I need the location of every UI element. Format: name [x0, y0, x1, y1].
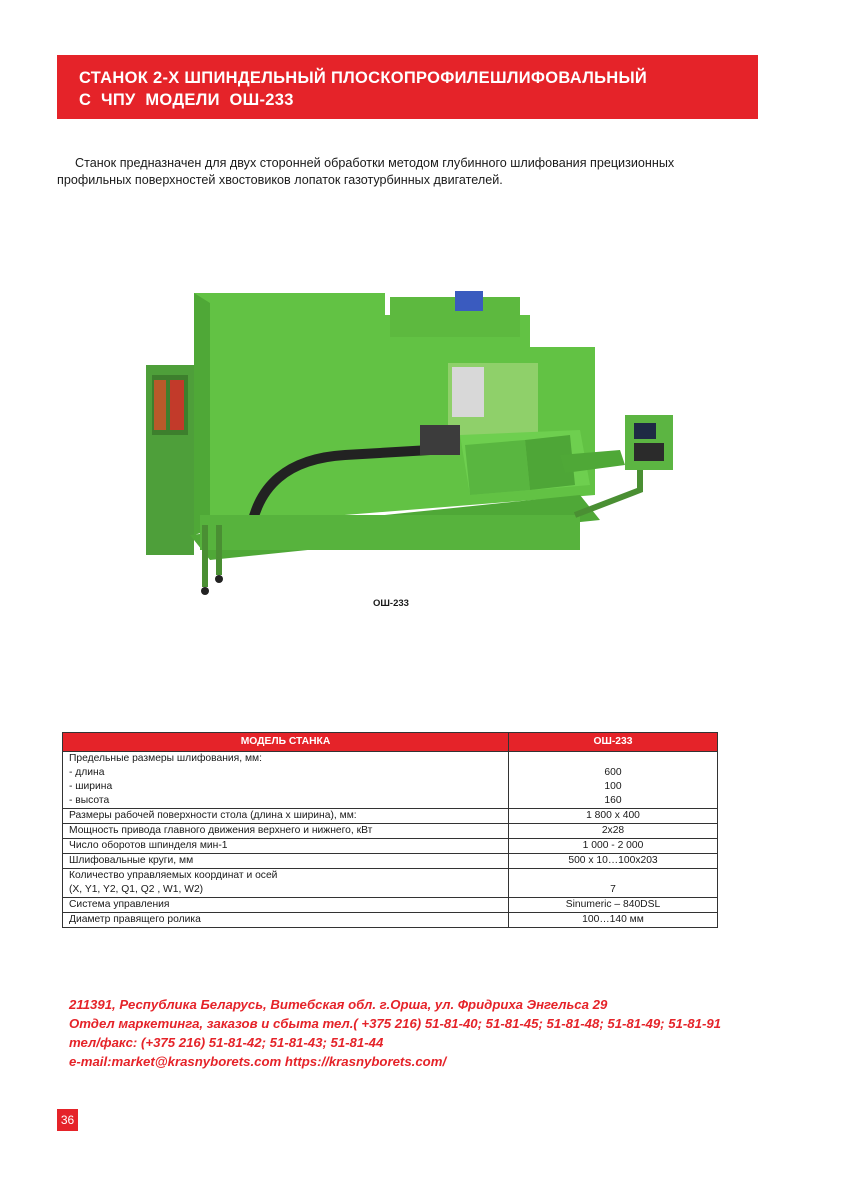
machine-photo — [130, 285, 690, 605]
intro-paragraph — [57, 155, 757, 189]
contact-email-link[interactable]: e-mail:market@krasnyborets.com https://krasnyborets.com/ — [69, 1054, 447, 1069]
row-value: 1 800 х 400 — [509, 809, 718, 824]
title-line-2: С ЧПУ МОДЕЛИ ОШ-233 — [79, 91, 294, 109]
table-row — [63, 824, 718, 839]
title-banner — [57, 55, 758, 119]
row-value: 500 х 10…100х203 — [509, 854, 718, 869]
row-value: Sinumeric – 840DSL — [509, 898, 718, 913]
row-value: 1 000 - 2 000 — [509, 839, 718, 854]
row-label: Система управления — [63, 898, 509, 913]
table-row — [63, 809, 718, 824]
table-row — [63, 752, 718, 809]
row-sublabel: - длина — [69, 767, 105, 778]
row-sublabel: - ширина — [69, 781, 113, 792]
row-value: 100 — [604, 781, 622, 792]
table-row — [63, 869, 718, 898]
row-label: Число оборотов шпинделя мин-1 — [63, 839, 509, 854]
row-label: (X, Y1, Y2, Q1, Q2 , W1, W2) — [69, 884, 204, 895]
contact-fax: тел/факс: (+375 216) 51-81-42; 51-81-43; 51-81-44 — [69, 1035, 384, 1050]
row-value: 160 — [604, 795, 622, 806]
spec-table — [62, 732, 718, 928]
intro-line-1: Станок предназначен для двух сторонней обработки методом глубинного шлифования прецизионных — [75, 156, 675, 170]
row-value: 2х28 — [509, 824, 718, 839]
table-header-row — [63, 733, 718, 752]
header-param: МОДЕЛЬ СТАНКА — [63, 733, 509, 752]
table-row — [63, 839, 718, 854]
figure-caption: ОШ-233 — [373, 598, 409, 609]
row-label: Мощность привода главного движения верхнего и нижнего, кВт — [63, 824, 509, 839]
row-label: Шлифовальные круги, мм — [63, 854, 509, 869]
row-label: Количество управляемых координат и осей — [69, 870, 278, 881]
row-label: Диаметр правящего ролика — [63, 913, 509, 928]
row-value: 7 — [610, 884, 616, 895]
row-label: Предельные размеры шлифования, мм: — [69, 753, 262, 764]
table-row — [63, 898, 718, 913]
row-sublabel: - высота — [69, 795, 110, 806]
header-value: ОШ-233 — [509, 733, 718, 752]
intro-line-2: профильных поверхностей хвостовиков лопаток газотурбинных двигателей. — [57, 173, 503, 187]
row-value: 100…140 мм — [509, 913, 718, 928]
contact-block — [69, 995, 721, 1071]
contact-address: 211391, Республика Беларусь, Витебская обл. г.Орша, ул. Фридриха Энгельса 29 — [69, 997, 608, 1012]
title-line-1: СТАНОК 2-Х ШПИНДЕЛЬНЫЙ ПЛОСКОПРОФИЛЕШЛИФОВАЛЬНЫЙ — [79, 69, 648, 87]
page-number: 36 — [57, 1109, 78, 1131]
row-value: 600 — [604, 767, 622, 778]
table-row — [63, 913, 718, 928]
table-row — [63, 854, 718, 869]
row-label: Размеры рабочей поверхности стола (длина х ширина), мм: — [63, 809, 509, 824]
contact-phones: Отдел маркетинга, заказов и сбыта тел.( +375 216) 51-81-40; 51-81-45; 51-81-48; 51-81-49; 51-81-91 — [69, 1016, 722, 1031]
